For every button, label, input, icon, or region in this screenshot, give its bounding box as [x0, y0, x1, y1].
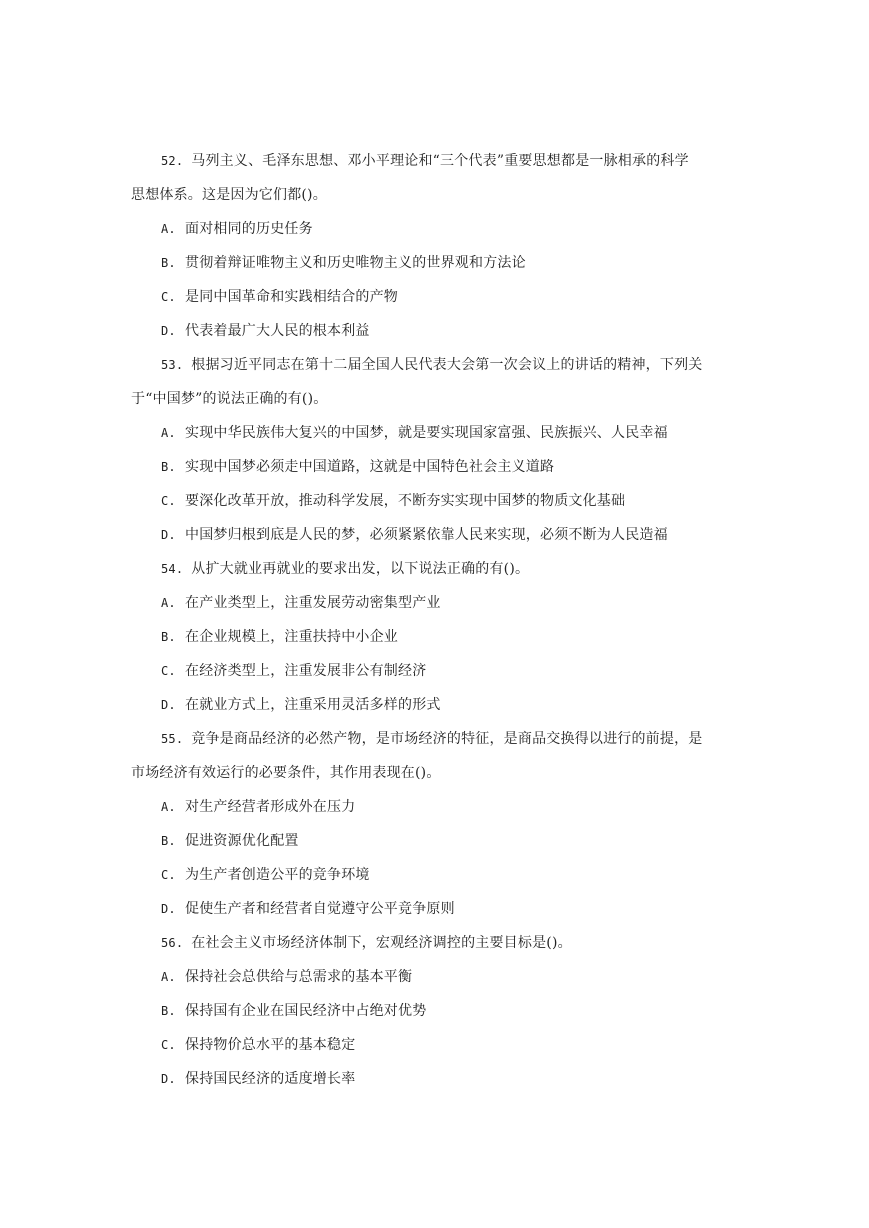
option-letter: B. [161, 1004, 176, 1018]
option-a [131, 586, 739, 620]
option-letter: A. [161, 426, 176, 440]
option-text: 保持社会总供给与总需求的基本平衡 [185, 969, 413, 985]
option-letter: C. [161, 1038, 176, 1052]
question-stem-line [131, 926, 739, 960]
option-letter: C. [161, 494, 176, 508]
option-b [131, 824, 739, 858]
option-letter: B. [161, 256, 176, 270]
option-b [131, 246, 739, 280]
option-text: 在就业方式上，注重采用灵活多样的形式 [185, 697, 441, 713]
option-b [131, 620, 739, 654]
option-text: 中国梦归根到底是人民的梦，必须紧紧依靠人民来实现，必须不断为人民造福 [185, 527, 668, 543]
question-number: 56. [161, 936, 184, 950]
option-a [131, 416, 739, 450]
option-text: 促进资源优化配置 [185, 833, 299, 849]
option-text: 在经济类型上，注重发展非公有制经济 [185, 663, 427, 679]
option-d [131, 518, 739, 552]
question-number: 54. [161, 562, 184, 576]
question-stem-line [131, 348, 739, 382]
question-number: 55. [161, 732, 184, 746]
option-c [131, 654, 739, 688]
option-b [131, 994, 739, 1028]
option-text: 为生产者创造公平的竞争环境 [185, 867, 370, 883]
option-text: 实现中华民族伟大复兴的中国梦，就是要实现国家富强、民族振兴、人民幸福 [185, 425, 668, 441]
question-stem-line: 思想体系。这是因为它们都()。 [131, 187, 327, 203]
option-c [131, 1028, 739, 1062]
question-stem-text: 从扩大就业再就业的要求出发，以下说法正确的有()。 [191, 561, 530, 577]
option-text: 面对相同的历史任务 [185, 221, 313, 237]
question-number: 53. [161, 358, 184, 372]
option-letter: C. [161, 290, 176, 304]
option-d [131, 892, 739, 926]
option-letter: A. [161, 970, 176, 984]
option-letter: D. [161, 902, 176, 916]
question-stem-line: 于“中国梦”的说法正确的有()。 [131, 391, 328, 407]
question-56 [131, 926, 739, 1096]
option-text: 要深化改革开放，推动科学发展，不断夯实实现中国梦的物质文化基础 [185, 493, 626, 509]
question-stem-line [131, 144, 739, 178]
question-52 [131, 144, 739, 348]
option-letter: D. [161, 698, 176, 712]
question-stem-line [131, 552, 739, 586]
option-letter: A. [161, 222, 176, 236]
option-c [131, 858, 739, 892]
option-letter: A. [161, 596, 176, 610]
option-letter: D. [161, 528, 176, 542]
option-letter: A. [161, 800, 176, 814]
option-text: 在产业类型上，注重发展劳动密集型产业 [185, 595, 441, 611]
option-text: 对生产经营者形成外在压力 [185, 799, 356, 815]
option-text: 实现中国梦必须走中国道路，这就是中国特色社会主义道路 [185, 459, 555, 475]
question-stem-text: 在社会主义市场经济体制下，宏观经济调控的主要目标是()。 [191, 935, 572, 951]
option-letter: D. [161, 324, 176, 338]
option-text: 促使生产者和经营者自觉遵守公平竞争原则 [185, 901, 455, 917]
question-55 [131, 722, 739, 926]
option-text: 代表着最广大人民的根本利益 [185, 323, 370, 339]
option-text: 在企业规模上，注重扶持中小企业 [185, 629, 398, 645]
question-stem-text: 根据习近平同志在第十二届全国人民代表大会第一次会议上的讲话的精神，下列关 [191, 357, 703, 373]
option-letter: B. [161, 460, 176, 474]
option-c [131, 280, 739, 314]
option-a [131, 212, 739, 246]
question-stem-text: 竞争是商品经济的必然产物，是市场经济的特征，是商品交换得以进行的前提，是 [191, 731, 703, 747]
question-54 [131, 552, 739, 722]
option-a [131, 960, 739, 994]
option-letter: B. [161, 834, 176, 848]
option-c [131, 484, 739, 518]
option-text: 保持国有企业在国民经济中占绝对优势 [185, 1003, 427, 1019]
question-list [131, 144, 739, 1096]
option-d [131, 314, 739, 348]
question-stem-line: 市场经济有效运行的必要条件，其作用表现在()。 [131, 765, 441, 781]
option-d [131, 688, 739, 722]
option-letter: C. [161, 664, 176, 678]
question-stem-line [131, 722, 739, 756]
option-a [131, 790, 739, 824]
question-53 [131, 348, 739, 552]
option-text: 保持物价总水平的基本稳定 [185, 1037, 356, 1053]
option-text: 贯彻着辩证唯物主义和历史唯物主义的世界观和方法论 [185, 255, 526, 271]
option-text: 是同中国革命和实践相结合的产物 [185, 289, 398, 305]
option-d [131, 1062, 739, 1096]
question-number: 52. [161, 154, 184, 168]
option-letter: C. [161, 868, 176, 882]
option-letter: D. [161, 1072, 176, 1086]
question-stem-text: 马列主义、毛泽东思想、邓小平理论和“三个代表”重要思想都是一脉相承的科学 [191, 153, 689, 169]
option-letter: B. [161, 630, 176, 644]
option-text: 保持国民经济的适度增长率 [185, 1071, 356, 1087]
option-b [131, 450, 739, 484]
